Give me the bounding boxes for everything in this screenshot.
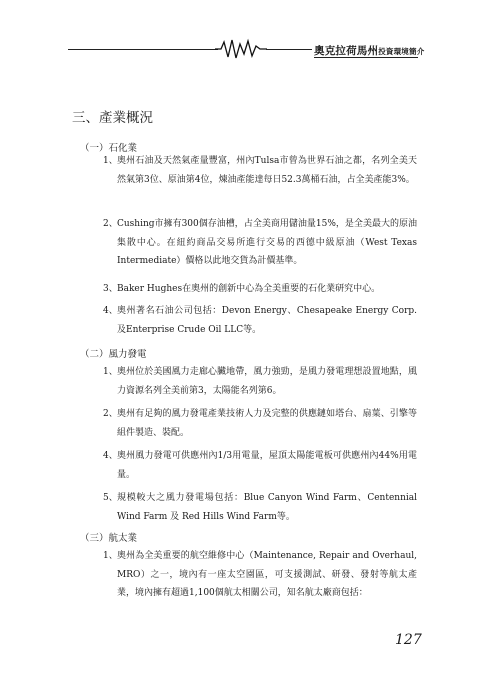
list-item bbox=[103, 215, 417, 271]
item-number: 4、 bbox=[103, 451, 118, 461]
list-item bbox=[103, 152, 417, 189]
item-text: 奧州風力發電可供應州內1/3用電量，屋頂太陽能電板可供應州內44%用電量。 bbox=[117, 451, 417, 480]
list-item bbox=[103, 489, 417, 526]
item-number: 1、 bbox=[103, 156, 118, 166]
item-text: 規模較大之風力發電場包括：Blue Canyon Wind Farm、Centennial Wind Farm 及 Red Hills Wind Farm等。 bbox=[117, 493, 417, 522]
list-item bbox=[103, 302, 417, 339]
item-text: Baker Hughes在奧州的創新中心為全美重要的石化業研究中心。 bbox=[117, 284, 381, 294]
header-title-main: 奧克拉荷馬州 bbox=[314, 45, 379, 57]
item-number: 2、 bbox=[103, 219, 118, 229]
item-text: 奧州有足夠的風力發電產業技術人力及完整的供應鏈如塔台、扇葉、引擎等組件製造、裝配。 bbox=[117, 409, 417, 438]
item-text: 奧州位於美國風力走廊心臟地帶，風力強勁，是風力發電理想設置地點，風力資源名列全美前第3，太陽能名列第6。 bbox=[117, 367, 417, 396]
page-number: 127 bbox=[395, 632, 422, 648]
subsection-label: （三）航太業 bbox=[80, 533, 138, 544]
list-item bbox=[103, 547, 417, 603]
list-item bbox=[103, 280, 417, 299]
list-item bbox=[103, 447, 417, 484]
item-number: 2、 bbox=[103, 409, 118, 419]
header-rule-under-title bbox=[314, 57, 418, 58]
item-number: 5、 bbox=[103, 493, 118, 503]
list-item bbox=[103, 405, 417, 442]
item-text: 奧州為全美重要的航空維修中心（Maintenance, Repair and Overhaul, MRO）之一，境內有一座太空園區，可支援測試、研發、發射等航太產業，境內擁有超過1,100個航太相關公司，知名航太廠商包括： bbox=[117, 551, 417, 598]
item-text: Cushing市擁有300個存油槽，占全美商用儲油量15%，是全美最大的原油集散中心。在紐約商品交易所進行交易的西德中級原油（West Texas Intermediate）價格以此地交貨為計價基準。 bbox=[117, 219, 417, 266]
item-number: 3、 bbox=[103, 284, 118, 294]
list-item bbox=[103, 363, 417, 400]
header-title bbox=[314, 43, 424, 58]
header-rule-right bbox=[266, 49, 312, 50]
header-rule-left bbox=[68, 49, 218, 50]
pulse-wave-icon bbox=[215, 38, 267, 60]
subsection-label: （一）石化業 bbox=[80, 143, 138, 154]
item-number: 1、 bbox=[103, 551, 118, 561]
section-title: 三、產業概況 bbox=[72, 110, 153, 126]
subsection-label: （二）風力發電 bbox=[80, 349, 147, 360]
item-text: 奧州石油及天然氣產量豐富，州內Tulsa市曾為世界石油之都，名列全美天然氣第3位、原油第4位，煉油產能達每日52.3萬桶石油，占全美產能3%。 bbox=[117, 156, 417, 185]
item-number: 4、 bbox=[103, 306, 118, 316]
item-number: 1、 bbox=[103, 367, 118, 377]
header-title-sub: 投資環境簡介 bbox=[378, 47, 425, 56]
item-text: 奧州著名石油公司包括：Devon Energy、Chesapeake Energy Corp.及Enterprise Crude Oil LLC等。 bbox=[117, 306, 417, 335]
